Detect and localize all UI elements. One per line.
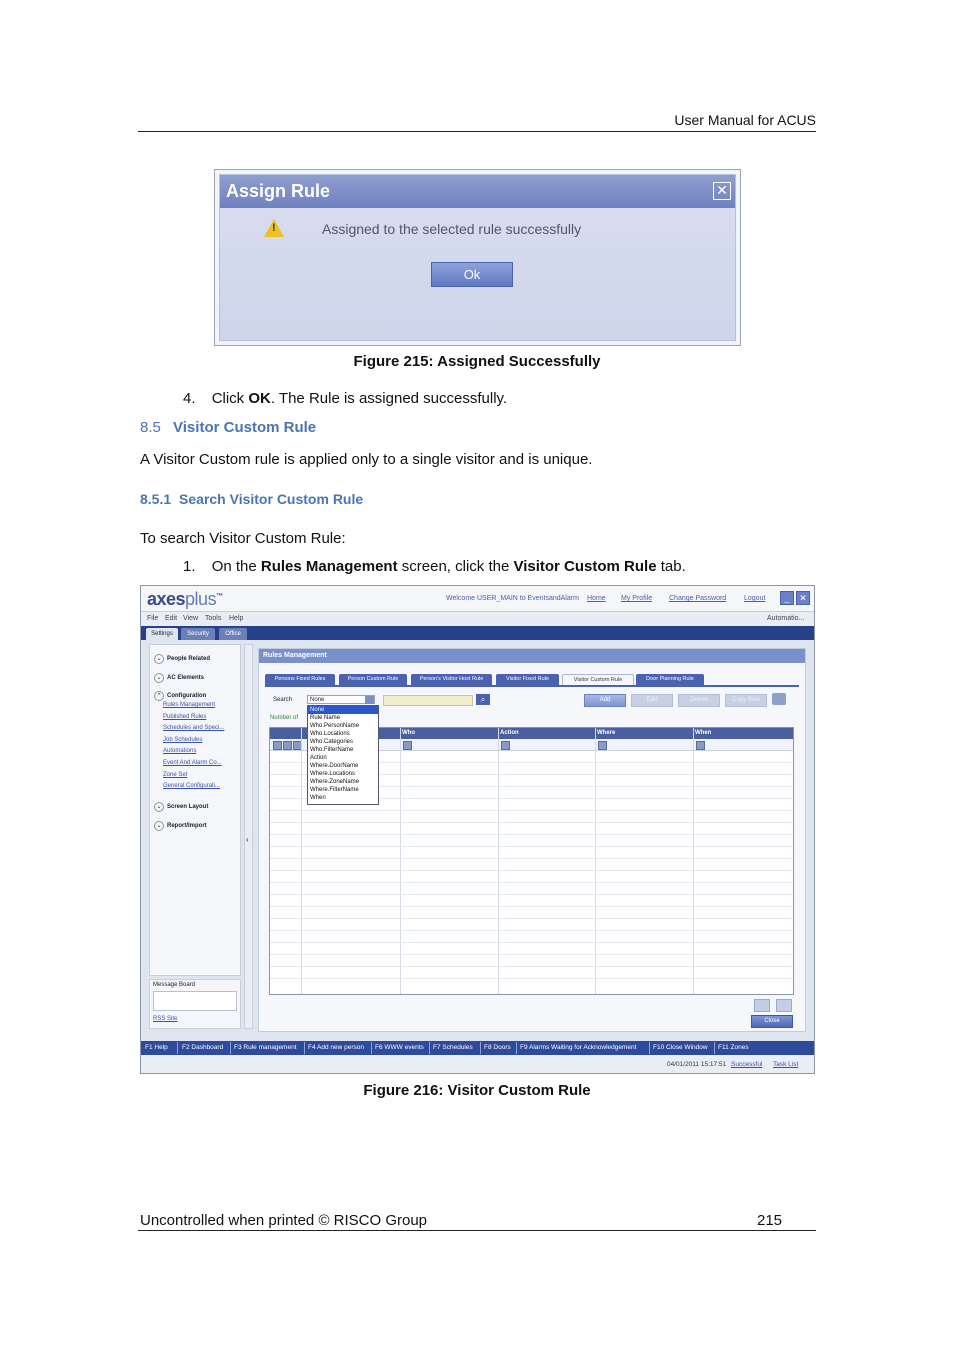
status-datetime: 04/01/2011 15:17:51 [667,1061,727,1068]
link-home[interactable]: Home [587,595,606,602]
copy-rule-button[interactable]: Copy Rule [725,694,767,707]
group-label: People Related [167,656,211,662]
warning-icon [264,219,284,237]
filter-icon[interactable] [501,741,510,750]
fkey-dashboard[interactable]: F2 Dashboard [182,1044,224,1051]
search-field-select[interactable] [307,695,375,704]
logo-tm: ™ [216,593,223,600]
group-screen-layout[interactable] [154,802,208,812]
group-label: Report/Import [167,823,207,829]
paragraph-1: A Visitor Custom rule is applied only to a single visitor and is unique. [140,451,593,468]
step-bold-b: Rules Management [260,558,398,575]
fkey-divider [371,1042,372,1054]
grid-row-line [270,822,793,823]
filter-icon[interactable] [598,741,607,750]
group-label: Screen Layout [167,804,209,810]
grid-row-line [270,882,793,883]
subsection-title: Search Visitor Custom Rule [179,491,364,507]
fkey-alarms[interactable]: F9 Alarms Waiting for Acknowledgement [520,1044,637,1051]
app-header [141,586,814,611]
step-text-end: . The Rule is assigned successfully. [270,390,508,407]
fkey-doors[interactable]: F8 Doors [484,1044,511,1051]
step-text-a: On the [211,558,261,575]
group-ac-elements[interactable] [154,673,204,683]
menu-tools[interactable]: Tools [205,615,222,622]
grid-row-line [270,966,793,967]
fkey-divider [177,1042,178,1054]
column-where: Where [597,730,616,736]
dropdown-option[interactable]: Who.Locations [310,731,350,737]
filter-icon[interactable] [283,741,292,750]
grid-row-line [270,930,793,931]
menu-automation[interactable]: Automatio... [767,615,805,622]
fkey-help[interactable]: F1 Help [145,1044,168,1051]
panel-title: Rules Management [259,649,805,663]
menu-view[interactable]: View [183,615,199,622]
nav-rules-management[interactable]: Rules Management [163,702,216,708]
dropdown-option[interactable]: Action [310,755,327,761]
fkey-divider [649,1042,650,1054]
close-icon[interactable]: ✕ [796,591,810,605]
filter-icon[interactable] [403,741,412,750]
message-board-label: Message Board [153,982,196,988]
status-successful-link[interactable]: Successful [731,1061,763,1068]
fkey-schedules[interactable]: F7 Schedules [433,1044,473,1051]
grid-row-line [270,810,793,811]
fkey-divider [516,1042,517,1054]
nav-schedules[interactable]: Schedules and Speci... [163,725,225,731]
dropdown-option[interactable]: Who.Categories [310,739,354,745]
left-nav-panel [149,644,241,976]
grid-row-line [270,954,793,955]
filter-icon[interactable] [696,741,705,750]
fkey-divider [429,1042,430,1054]
search-label: Search [273,697,293,703]
collapse-icon: ^ [154,691,164,701]
message-board [149,979,241,1029]
group-label: AC Elements [167,675,205,681]
nav-general-config[interactable]: General Configurati... [163,783,221,789]
menu-edit[interactable]: Edit [165,615,178,622]
step-text-c: screen, click the [397,558,514,575]
group-people-related[interactable] [154,654,210,664]
section-8-5-1-heading [140,491,363,507]
grid-row-line [270,906,793,907]
figure-215-caption: Figure 215: Assigned Successfully [353,353,601,370]
tab-visitor-fixed-rule[interactable]: Visitor Fixed Rule [496,674,559,685]
figure-216-caption: Figure 216: Visitor Custom Rule [363,1082,591,1099]
fkey-add-person[interactable]: F4 Add new person [308,1044,365,1051]
section-number: 8.5 [140,419,161,436]
footer-left: Uncontrolled when printed © RISCO Group [140,1212,428,1229]
menu-help[interactable]: Help [229,615,244,622]
fkey-rule-management[interactable]: F3 Rule management [234,1044,297,1051]
subsection-number: 8.5.1 [140,491,172,507]
tab-person-custom-rule[interactable]: Person Custom Rule [339,674,407,685]
close-icon[interactable]: ✕ [713,182,731,200]
nav-automations[interactable]: Automations [163,748,197,754]
fkey-zones[interactable]: F11 Zones [718,1044,749,1051]
step-1 [183,558,686,575]
top-tab-bar [141,626,814,640]
step-text-e: tab. [656,558,686,575]
grid-row-line [270,870,793,871]
prev-page-icon[interactable] [754,999,770,1012]
link-change-password[interactable]: Change Password [669,595,727,602]
search-field-dropdown [307,705,379,805]
number-of-records: Number of [270,715,299,721]
expand-icon: ⌄ [154,821,164,831]
section-8-5-heading [140,419,316,436]
fkey-divider [714,1042,715,1054]
group-configuration[interactable] [154,691,206,701]
fkey-divider [304,1042,305,1054]
close-button[interactable]: Close [751,1015,793,1028]
tab-persons-visitor-host-rule[interactable]: Person's Visitor Host Rule [411,674,492,685]
message-board-textarea[interactable] [153,991,237,1011]
grid-row-line [270,834,793,835]
fkey-divider [480,1042,481,1054]
axesplus-logo [147,589,223,610]
chevron-left-icon: ‹ [246,835,249,844]
dropdown-option[interactable]: None [308,706,378,714]
chevron-down-icon[interactable] [365,696,374,704]
tab-visitor-custom-rule[interactable]: Visitor Custom Rule [562,674,634,686]
panel-splitter[interactable] [244,644,253,1029]
dropdown-option[interactable]: When [310,795,326,801]
grid-row-line [270,978,793,979]
tab-security[interactable]: Security [181,628,215,640]
dropdown-option[interactable]: Where.FilterName [310,787,359,793]
running-header: User Manual for ACUS [674,112,816,128]
assign-rule-dialog-figure [214,169,741,346]
search-input[interactable] [383,695,473,706]
dropdown-option[interactable]: Where.DoorName [310,763,359,769]
column-who: Who [402,730,415,736]
logo-part-a: axes [147,589,186,609]
grid-row-line [270,846,793,847]
delete-button[interactable]: Delete [678,694,720,707]
tab-persons-fixed-rules[interactable]: Persons Fixed Rules [265,674,335,685]
filter-icon[interactable] [273,741,282,750]
menu-file[interactable]: File [147,615,159,622]
nav-job-schedules[interactable]: Job Schedules [163,737,203,743]
column-action: Action [500,730,519,736]
status-bar [141,1055,814,1073]
fkey-www-events[interactable]: F6 WWW events [375,1044,424,1051]
next-page-icon[interactable] [776,999,792,1012]
tab-underline [265,685,799,687]
ok-button[interactable]: Ok [431,262,513,287]
expand-icon: ⌄ [154,654,164,664]
dialog-title: Assign Rule [220,175,735,208]
add-button[interactable]: Add [584,694,626,707]
warning-glyph: ! [272,222,276,234]
fkey-divider [230,1042,231,1054]
tab-office[interactable]: Office [219,628,247,640]
status-task-list-link[interactable]: Task List [773,1061,799,1068]
paragraph-2: To search Visitor Custom Rule: [140,530,346,547]
grid-row-line [270,918,793,919]
step-number: 4. [183,390,196,407]
expand-icon: ⌄ [154,802,164,812]
nav-event-alarm[interactable]: Event And Alarm Co... [163,760,222,766]
dropdown-option[interactable]: Where.ZoneName [310,779,360,785]
menu-bar [141,611,814,626]
step-text: Click [211,390,249,407]
dropdown-option[interactable]: Rule Name [310,715,341,721]
expand-icon: ⌄ [154,673,164,683]
assign-rule-dialog [219,174,736,341]
page-number: 215 [757,1212,783,1229]
fkey-close-window[interactable]: F10 Close Window [653,1044,708,1051]
group-label: Configuration [167,693,207,699]
dropdown-option[interactable]: Who.PersonName [310,723,360,729]
link-logout[interactable]: Logout [744,595,766,602]
dropdown-option[interactable]: Who.FilterName [310,747,354,753]
grid-row-line [270,942,793,943]
edit-button[interactable]: Edit [631,694,673,707]
tab-door-planning-rule[interactable]: Door Planning Rule [636,674,704,685]
footer-rule [138,1230,816,1231]
minimize-icon[interactable]: _ [780,591,794,605]
step-4 [183,390,507,407]
group-report-import[interactable] [154,821,207,831]
dialog-message: Assigned to the selected rule successfully [322,221,582,237]
link-my-profile[interactable]: My Profile [621,595,653,602]
axesplus-app-screenshot [140,585,815,1074]
step-bold-d: Visitor Custom Rule [513,558,657,575]
nav-zone-set[interactable]: Zone Set [163,772,188,778]
logo-part-b: plus [185,589,217,609]
section-title: Visitor Custom Rule [173,419,317,436]
welcome-text: Welcome USER_MAIN to EventsandAlarm [446,595,579,602]
column-when: When [695,730,712,736]
dropdown-option[interactable]: Where.Locations [310,771,356,777]
tab-settings[interactable]: Settings [146,628,178,640]
search-select-value: None [310,697,325,703]
step-number: 1. [183,558,196,575]
search-icon[interactable]: ⌕ [476,694,490,705]
grid-row-line [270,894,793,895]
function-key-bar [141,1041,814,1055]
grid-row-line [270,858,793,859]
step-bold: OK [248,390,271,407]
header-rule [138,131,816,132]
rss-site-link[interactable]: RSS Site [153,1016,178,1022]
print-icon[interactable] [772,693,786,705]
nav-published-rules[interactable]: Published Rules [163,714,207,720]
